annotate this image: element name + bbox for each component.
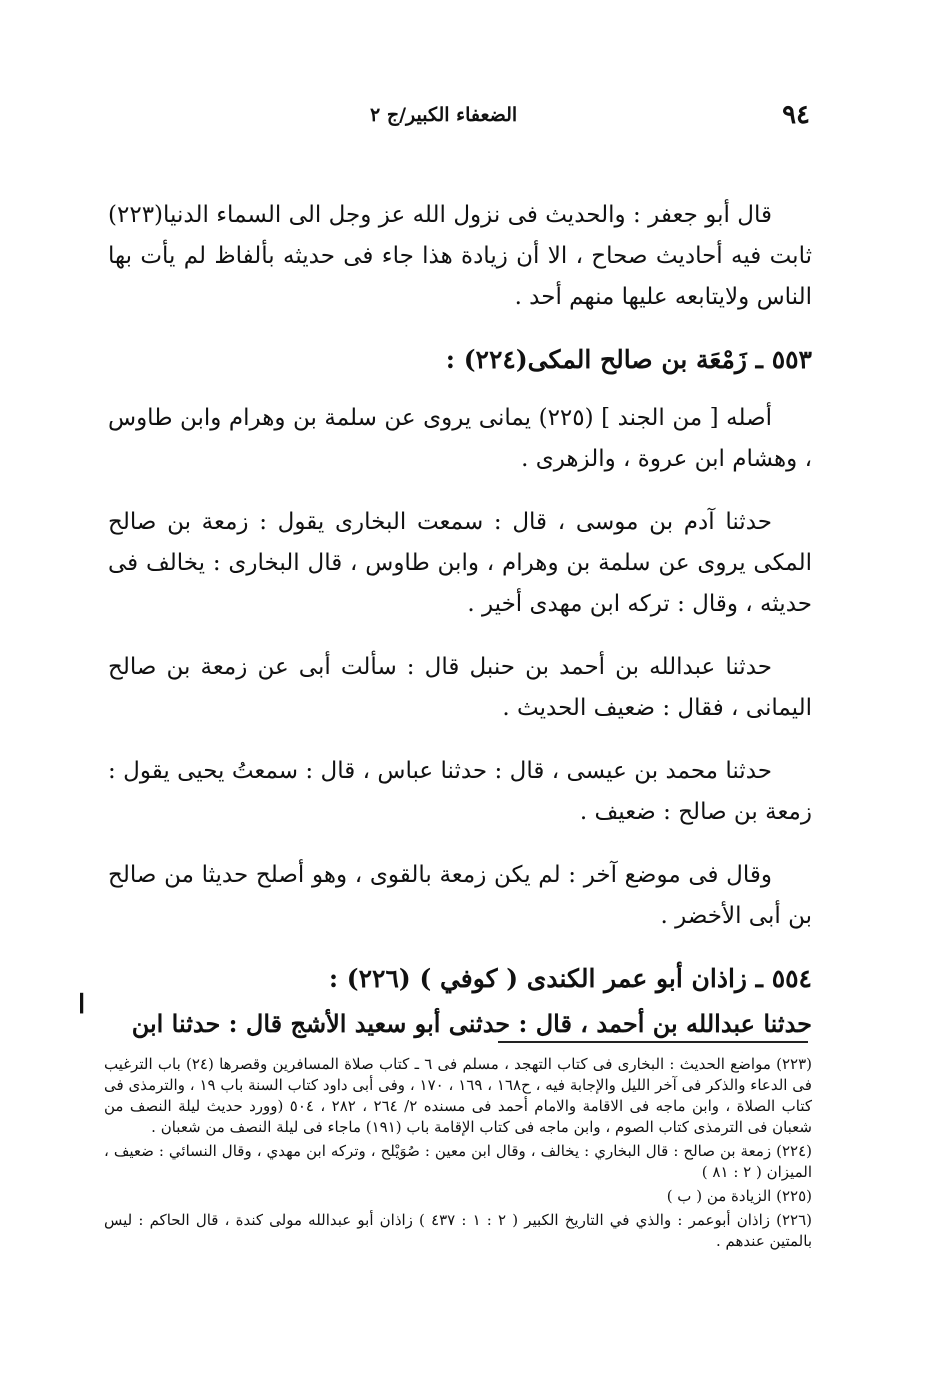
page-header [110,100,810,136]
entry-heading-553: ٥٥٣ ـ زَمْعَة بن صالح المكى(٢٢٤) : [445,345,812,374]
footnote-226: (٢٢٦) زاذان أبوعمر : والذي في التاريخ الكبير ( ٢ : ١ : ٤٣٧ ) زاذان أبو عبدالله مولى كندة ، قال الحاكم : ليس بالمتين عندهم . [104,1211,813,1250]
paragraph: أصله [ من الجند ] (٢٢٥) يمانى يروى عن سلمة بن وهرام وابن طاوس ، وهشام ابن عروة ، والزهرى . [108,405,812,472]
footnote-223: (٢٢٣) مواضع الحديث : البخارى فى كتاب التهجد ، مسلم فى ٦ ـ كتاب صلاة المسافرين وقصرها (٢٤) باب الترغيب فى الدعاء والذكر فى آخر الليل والإجابة فيه ، ح١٦٨ ، ١٦٩ ، ١٧٠ ، وفى أبى داود كتاب السنة باب ١٩ ، والترمذى فى كتاب الصلاة ، وابن ماجه فى الاقامة والامام أحمد فى مسنده ٢/ ٢٦٤ ، ٢٨٢ ، ٥٠٤ (وورد حديث ليلة النصف من شعبان فى الترمذى كتاب الصوم ، وابن ماجه فى كتاب الإقامة باب (١٩١) ماجاء فى ليلة النصف من شعبان . [104,1055,813,1136]
footnote-225: (٢٢٥) الزيادة من ( ب ) [666,1187,812,1205]
footnote-224: (٢٢٤) زمعة بن صالح : قال البخاري : يخالف ، وقال ابن معين : صُوَيْلح ، وتركه ابن مهدي ، وقال النسائي : ضعيف ، الميزان ( ٢ : ٨١ ) [104,1142,812,1181]
footnotes [104,1054,812,1255]
entry-heading-554: ٥٥٤ ـ زاذان أبو عمر الكندى ( كوفي ) (٢٢٦) : [328,964,812,993]
paragraph: وقال فى موضع آخر : لم يكن زمعة بالقوى ، وهو أصلح حديثا من صالح بن أبى الأخضر . [108,862,812,929]
paragraph: حدثنا عبدالله بن أحمد ، قال : حدثنى أبو سعيد الأشج قال : حدثنا ابن [131,1009,812,1038]
paragraph: حدثنا آدم بن موسى ، قال : سمعت البخارى يقول : زمعة بن صالح المكى يروى عن سلمة بن وهرام ، وابن طاوس ، قال البخارى : يخالف فى حديثه ، وقال : تركه ابن مهدى أخير . [108,509,812,617]
paragraph: قال أبو جعفر : والحديث فى نزول الله عز وجل الى السماء الدنيا(٢٢٣) ثابت فيه أحاديث صحاح ، الا أن زيادة هذا جاء فى حديثه بألفاظ لم يأت بها الناس ولايتابعه عليها منهم أحد . [108,202,812,310]
page-number: ٩٤ [782,100,810,130]
separator-line [498,1041,808,1043]
paragraph: حدثنا محمد بن عيسى ، قال : حدثنا عباس ، قال : سمعتُ يحيى يقول : زمعة بن صالح : ضعيف . [108,758,812,825]
running-title: الضعفاء الكبير/ج ٢ [370,104,518,126]
margin-mark: ا [78,990,86,1020]
paragraph: حدثنا عبدالله بن أحمد بن حنبل قال : سألت أبى عن زمعة بن صالح اليمانى ، فقال : ضعيف الحديث . [108,654,812,721]
main-text [108,195,812,1066]
